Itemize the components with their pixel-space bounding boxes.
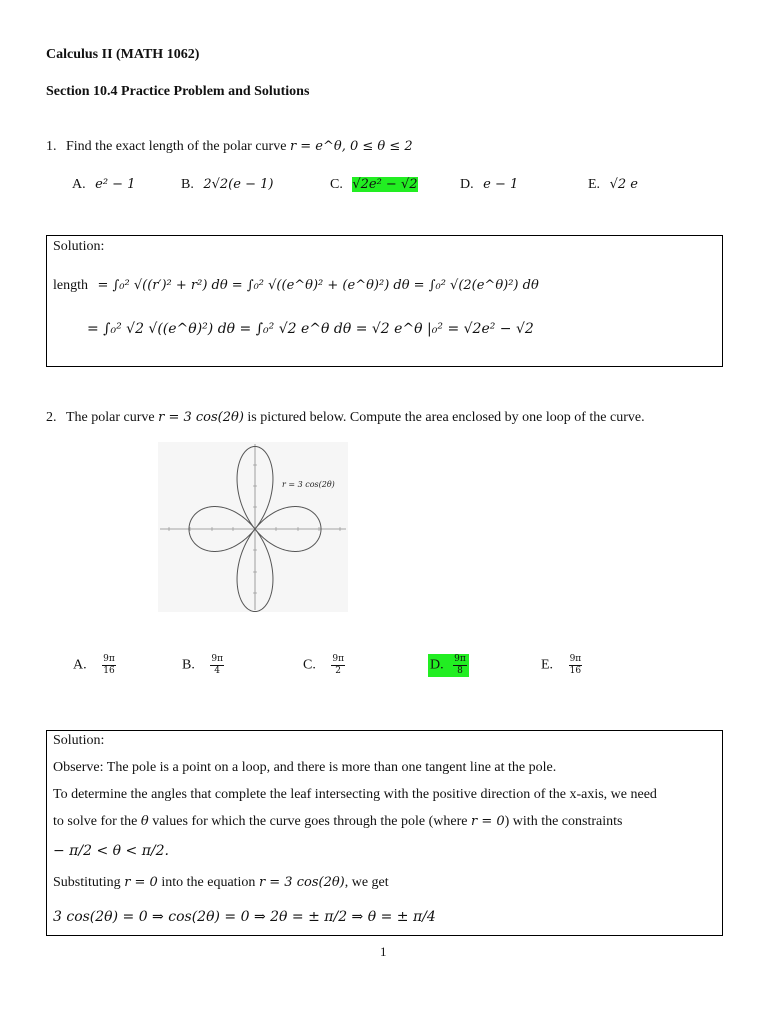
rose-curve-graph (158, 442, 348, 612)
q1-curve: r = e^θ, 0 ≤ θ ≤ 2 (289, 139, 413, 154)
q1-choice-a[interactable] (72, 177, 135, 193)
q2-curve: r = 3 cos(2θ) (158, 410, 244, 425)
choice-expr: 2√2(e − 1) (203, 177, 274, 192)
course-title: Calculus II (MATH 1062) (46, 47, 200, 62)
choice-letter: A. (73, 657, 87, 673)
q1-number: 1. (46, 139, 57, 154)
q2-choice-d[interactable] (428, 654, 469, 677)
section-title: Section 10.4 Practice Problem and Solutions (46, 84, 310, 99)
choice-expr: e − 1 (483, 177, 519, 192)
q2-choice-c[interactable] (303, 654, 345, 677)
choice-letter: B. (181, 177, 194, 192)
q1-text: Find the exact length of the polar curve (66, 139, 290, 154)
choice-letter: D. (460, 177, 474, 192)
choice-letter: E. (541, 657, 554, 673)
q2-solution-line6: 3 cos(2θ) = 0 ⇒ cos(2θ) = 0 ⇒ 2θ = ± π/2 ⇒ θ = ± π/4 (53, 909, 436, 925)
choice-expr: √2 e (609, 177, 638, 192)
q1-solution-line2: = ∫₀² √2 √((e^θ)²) dθ = ∫₀² √2 e^θ dθ = √2 e^θ |₀² = √2e² − √2 (87, 321, 534, 337)
q2-choice-a[interactable] (73, 654, 116, 677)
choice-letter: A. (72, 177, 86, 192)
q2-number: 2. (46, 410, 57, 425)
q1-solution-title: Solution: (53, 239, 105, 254)
choice-letter: C. (330, 177, 343, 192)
choice-expr: e² − 1 (95, 177, 136, 192)
graph-label: r = 3 cos(2θ) (282, 480, 335, 489)
q1-choice-e[interactable] (588, 177, 638, 193)
q2-solution-line5: Substituting r = 0 into the equation r = 3 cos(2θ), we get (53, 875, 389, 890)
q1-solution-box (46, 235, 723, 367)
choice-fraction: $\frac{9\pi}{8}$ (454, 654, 466, 676)
q2-choice-b[interactable] (182, 654, 224, 677)
choice-letter: D. (430, 657, 444, 673)
rose-curve-svg (158, 442, 348, 612)
q2-prompt (46, 410, 645, 426)
q2-observe: Observe: The pole is a point on a loop, and there is more than one tangent line at the pole. (53, 760, 557, 775)
q1-solution-line1 (53, 278, 539, 294)
page-number: 1 (380, 944, 387, 959)
length-formula: = ∫₀² √((r′)² + r²) dθ = ∫₀² √((e^θ)² + (e^θ)²) dθ = ∫₀² √(2(e^θ)²) dθ (97, 278, 539, 293)
choice-letter: B. (182, 657, 195, 673)
q2-constraint: − π/2 < θ < π/2. (53, 843, 169, 859)
choice-letter: E. (588, 177, 601, 192)
choice-fraction: $\frac{9\pi}{2}$ (332, 654, 344, 676)
length-label: length (53, 278, 88, 293)
q2-solution-line2: To determine the angles that complete the leaf intersecting with the positive direction of the x-axis, we need (53, 787, 657, 802)
choice-fraction: $\frac{9\pi}{16}$ (103, 654, 115, 676)
choice-fraction: $\frac{9\pi}{16}$ (569, 654, 582, 676)
q2-choice-e[interactable] (541, 654, 582, 677)
choice-fraction: $\frac{9\pi}{4}$ (211, 654, 223, 676)
q1-choice-d[interactable] (460, 177, 518, 193)
choice-letter: C. (303, 657, 316, 673)
q2-solution-title: Solution: (53, 733, 105, 748)
choice-expr-highlighted: √2e² − √2 (352, 177, 418, 192)
q1-choice-b[interactable] (181, 177, 273, 193)
q2-text-b: is pictured below. Compute the area enclosed by one loop of the curve. (243, 410, 645, 425)
q2-solution-box (46, 730, 723, 936)
q2-text-a: The polar curve (66, 410, 159, 425)
q1-choice-c[interactable] (330, 177, 418, 193)
q2-solution-line3: to solve for the θ values for which the curve goes through the pole (where r = 0) with the constraints (53, 814, 623, 829)
q1-prompt (46, 139, 413, 155)
